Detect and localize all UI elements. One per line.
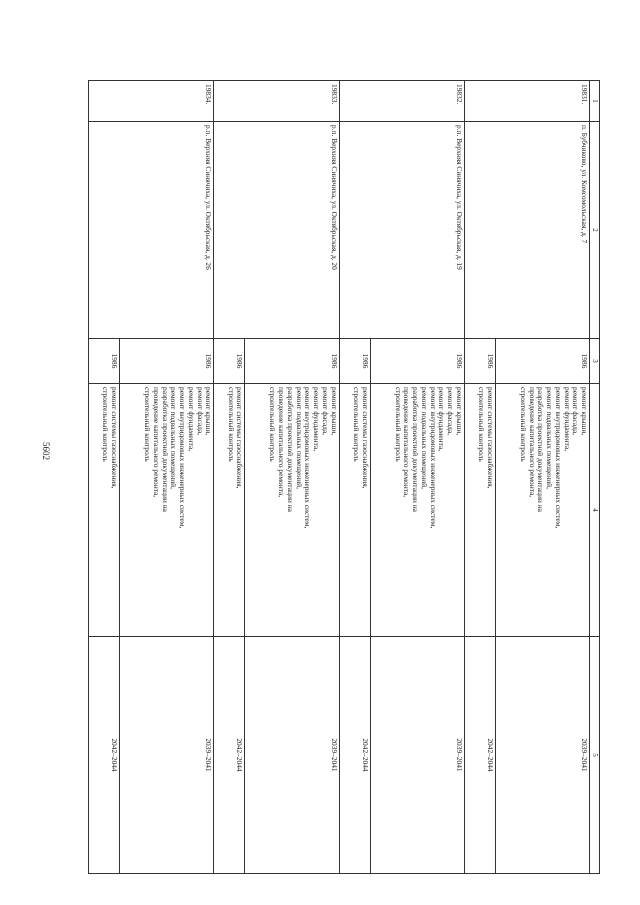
works-line: ремонт фасада, bbox=[571, 387, 581, 435]
entry-number: 19832. bbox=[339, 81, 464, 122]
document-table-container bbox=[88, 80, 600, 848]
entry-period: 2039–2041 bbox=[120, 637, 214, 874]
works-line: ремонт подвальных помещений, bbox=[169, 387, 179, 489]
entry-period: 2042–2044 bbox=[214, 637, 245, 874]
entry-number: 19831. bbox=[464, 81, 589, 122]
works-line: ремонт системы газоснабжения, bbox=[110, 387, 120, 489]
entry-number: 19833. bbox=[214, 81, 339, 122]
works-line: ремонт внутридомовых инженерных систем, bbox=[553, 387, 563, 529]
column-header-1: 1 bbox=[590, 81, 600, 122]
entry-year: 1986 bbox=[120, 339, 214, 384]
works-line: ремонт фундамента, bbox=[562, 387, 572, 452]
entry-year: 1986 bbox=[214, 339, 245, 384]
works-line: проведение капитального ремонта, bbox=[151, 387, 161, 498]
works-line: ремонт фундамента, bbox=[312, 387, 322, 452]
works-line: ремонт подвальных помещений, bbox=[419, 387, 429, 489]
works-line: строительный контроль bbox=[393, 387, 403, 462]
entry-period: 2039–2041 bbox=[495, 637, 589, 874]
entry-period: 2042–2044 bbox=[89, 637, 120, 874]
entry-period: 2042–2044 bbox=[339, 637, 370, 874]
entry-works bbox=[214, 384, 245, 637]
works-line: строительный контроль bbox=[143, 387, 153, 462]
works-line: проведение капитального ремонта, bbox=[402, 387, 412, 498]
works-line: ремонт внутридомовых инженерных систем, bbox=[303, 387, 313, 529]
works-line: строительный контроль bbox=[351, 387, 361, 462]
works-line: разработка проектной документации на bbox=[285, 387, 295, 512]
works-line: разработка проектной документации на bbox=[411, 387, 421, 512]
entry-address: п. Бубчиково, ул. Комсомольская, д. 7 bbox=[464, 122, 589, 339]
works-line: ремонт системы газоснабжения, bbox=[235, 387, 245, 489]
entry-period: 2042–2044 bbox=[464, 637, 495, 874]
works-line: разработка проектной документации на bbox=[160, 387, 170, 512]
entry-works bbox=[245, 384, 339, 637]
table-row bbox=[245, 81, 339, 874]
works-line: ремонт внутридомовых инженерных систем, bbox=[178, 387, 188, 529]
column-header-2: 2 bbox=[590, 122, 600, 339]
column-number-row bbox=[590, 81, 600, 874]
works-line: ремонт фасада, bbox=[320, 387, 330, 435]
works-line: ремонт подвальных помещений, bbox=[545, 387, 555, 489]
works-line: ремонт крыши, bbox=[454, 387, 464, 436]
entry-works bbox=[464, 384, 495, 637]
entry-year: 1986 bbox=[89, 339, 120, 384]
column-header-3: 3 bbox=[590, 339, 600, 384]
works-line: ремонт системы газоснабжения, bbox=[485, 387, 495, 489]
repair-schedule-table bbox=[88, 80, 600, 874]
page-number: 5602 bbox=[41, 442, 51, 460]
works-line: ремонт фасада, bbox=[446, 387, 456, 435]
entry-address: р.п. Верхняя Синячиха, ул. Октябрьская, д. 20 bbox=[214, 122, 339, 339]
works-line: ремонт фундамента, bbox=[437, 387, 447, 452]
works-line: ремонт крыши, bbox=[204, 387, 214, 436]
works-line: разработка проектной документации на bbox=[536, 387, 546, 512]
column-header-5: 5 bbox=[590, 637, 600, 874]
works-line: ремонт фасада, bbox=[195, 387, 205, 435]
works-line: строительный контроль bbox=[268, 387, 278, 462]
works-line: строительный контроль bbox=[101, 387, 111, 462]
entry-works bbox=[495, 384, 589, 637]
entry-works bbox=[370, 384, 464, 637]
table-row bbox=[370, 81, 464, 874]
entry-works bbox=[339, 384, 370, 637]
entry-year: 1986 bbox=[370, 339, 464, 384]
column-header-4: 4 bbox=[590, 384, 600, 637]
works-line: строительный контроль bbox=[477, 387, 487, 462]
works-line: проведение капитального ремонта, bbox=[277, 387, 287, 498]
works-line: ремонт внутридомовых инженерных систем, bbox=[428, 387, 438, 529]
entry-year: 1986 bbox=[245, 339, 339, 384]
entry-works bbox=[120, 384, 214, 637]
works-line: ремонт подвальных помещений, bbox=[294, 387, 304, 489]
entry-year: 1986 bbox=[339, 339, 370, 384]
entry-year: 1986 bbox=[464, 339, 495, 384]
table-row bbox=[120, 81, 214, 874]
rotated-table-wrapper bbox=[88, 80, 600, 848]
entry-year: 1986 bbox=[495, 339, 589, 384]
entry-number: 19834. bbox=[89, 81, 214, 122]
table-row bbox=[495, 81, 589, 874]
entry-works bbox=[89, 384, 120, 637]
works-line: ремонт фундамента, bbox=[186, 387, 196, 452]
entry-address: р.п. Верхняя Синячиха, ул. Октябрьская, д. 26 bbox=[89, 122, 214, 339]
works-line: ремонт крыши, bbox=[329, 387, 339, 436]
entry-period: 2039–2041 bbox=[370, 637, 464, 874]
entry-period: 2039–2041 bbox=[245, 637, 339, 874]
works-line: ремонт крыши, bbox=[580, 387, 589, 436]
works-line: строительный контроль bbox=[226, 387, 236, 462]
entry-address: р.п. Верхняя Синячиха, ул. Октябрьская, д. 19 bbox=[339, 122, 464, 339]
works-line: ремонт системы газоснабжения, bbox=[360, 387, 370, 489]
works-line: строительный контроль bbox=[518, 387, 528, 462]
works-line: проведение капитального ремонта, bbox=[527, 387, 537, 498]
